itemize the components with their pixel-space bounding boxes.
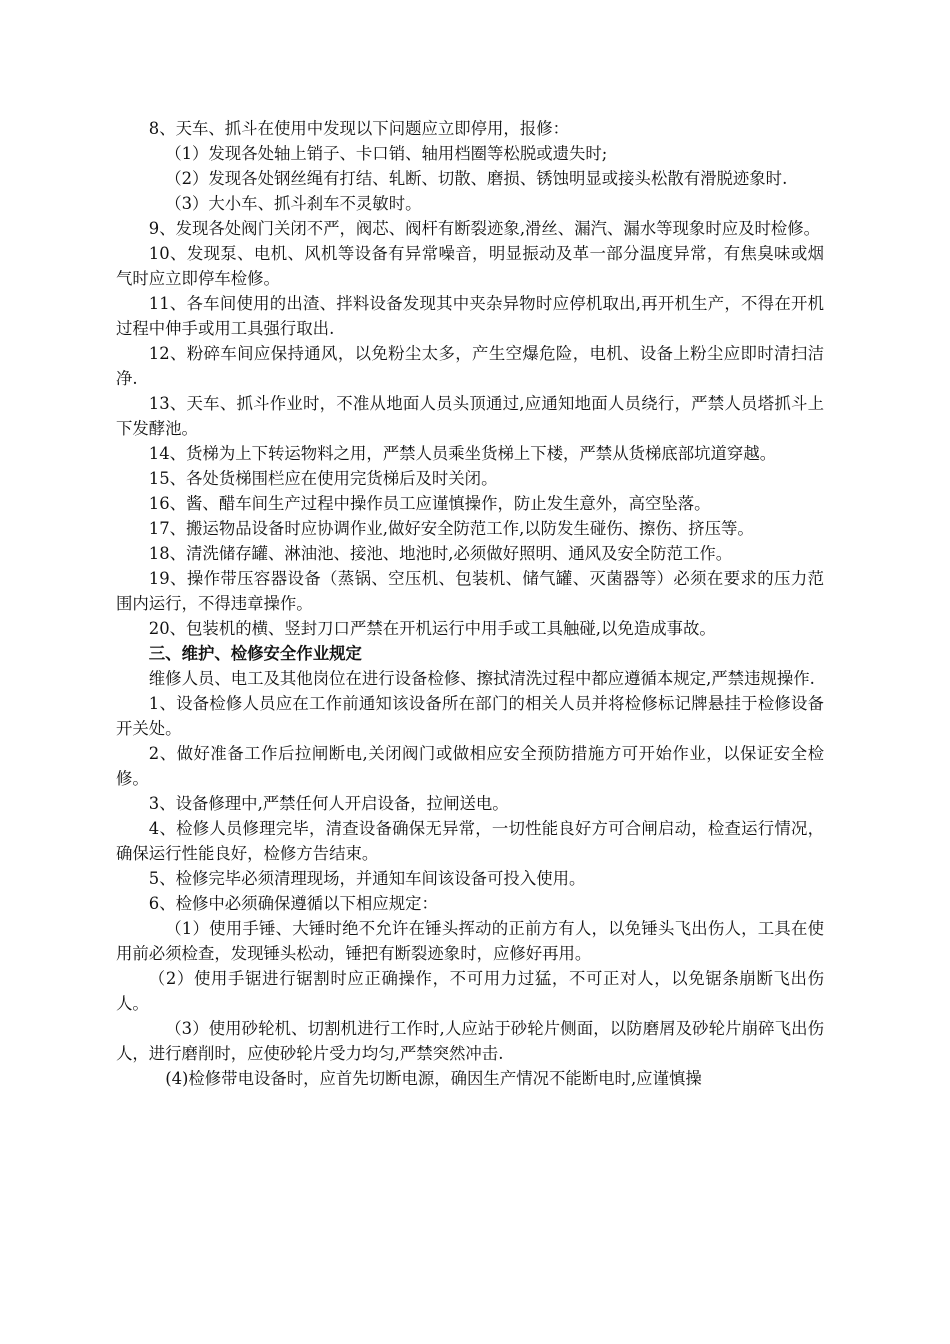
section-3-rule-6-item-4: (4)检修带电设备时，应首先切断电源，确因生产情况不能断电时,应谨慎操 xyxy=(165,1069,702,1088)
paragraph-19: 19、操作带压容器设备（蒸锅、空压机、包装机、储气罐、灭菌器等）必须在要求的压力范围内运行，不得违章操作。 xyxy=(116,569,824,613)
paragraph-8-item-3: （3）大小车、抓斗刹车不灵敏时。 xyxy=(165,194,422,213)
paragraph-8-item-2: （2）发现各处钢丝绳有打结、轧断、切散、磨损、锈蚀明显或接头松散有滑脱迹象时. xyxy=(165,169,788,188)
section-3-rule-5: 5、检修完毕必须清理现场，并通知车间该设备可投入使用。 xyxy=(148,869,586,888)
paragraph-20: 20、包装机的横、竖封刀口严禁在开机运行中用手或工具触碰,以免造成事故。 xyxy=(148,619,716,638)
paragraph-13: 13、天车、抓斗作业时，不准从地面人员头顶通过,应通知地面人员绕行，严禁人员塔抓斗上下发酵池。 xyxy=(116,394,824,438)
paragraph-17: 17、搬运物品设备时应协调作业,做好安全防范工作,以防发生碰伤、擦伤、挤压等。 xyxy=(148,519,754,538)
paragraph-10: 10、发现泵、电机、风机等设备有异常噪音，明显振动及革一部分温度异常，有焦臭味或烟气时应立即停车检修。 xyxy=(116,244,824,288)
section-3-rule-6-item-2: （2）使用手锯进行锯割时应正确操作，不可用力过猛，不可正对人，以免锯条崩断飞出伤人。 xyxy=(116,969,824,1013)
paragraph-9: 9、发现各处阀门关闭不严，阀芯、阀杆有断裂迹象,滑丝、漏汽、漏水等现象时应及时检修。 xyxy=(148,219,821,238)
section-3-rule-6-item-1: （1）使用手锤、大锤时绝不允许在锤头挥动的正前方有人，以免锤头飞出伤人，工具在使用前必须检查，发现锤头松动，锤把有断裂迹象时，应修好再用。 xyxy=(116,919,824,963)
paragraph-18: 18、清洗储存罐、淋油池、接池、地池时,必须做好照明、通风及安全防范工作。 xyxy=(148,544,733,563)
section-3-rule-2: 2、做好准备工作后拉闸断电,关闭阀门或做相应安全预防措施方可开始作业，以保证安全检修。 xyxy=(116,744,824,788)
paragraph-16: 16、酱、醋车间生产过程中操作员工应谨慎操作，防止发生意外，高空坠落。 xyxy=(148,494,711,513)
section-3-rule-6: 6、检修中必须确保遵循以下相应规定： xyxy=(148,894,438,913)
paragraph-15: 15、各处货梯围栏应在使用完货梯后及时关闭。 xyxy=(148,469,498,488)
paragraph-8-item-1: （1）发现各处轴上销子、卡口销、轴用档圈等松脱或遗失时; xyxy=(165,144,608,163)
section-3-rule-3: 3、设备修理中,严禁任何人开启设备，拉闸送电。 xyxy=(148,794,509,813)
paragraph-12: 12、粉碎车间应保持通风，以免粉尘太多，产生空爆危险，电机、设备上粉尘应即时清扫洁净. xyxy=(116,344,824,388)
paragraph-8: 8、天车、抓斗在使用中发现以下问题应立即停用，报修： xyxy=(148,119,569,138)
document-page xyxy=(116,116,824,1091)
section-heading-3: 三、维护、检修安全作业规定 xyxy=(148,644,362,663)
section-3-rule-4: 4、检修人员修理完毕，清查设备确保无异常，一切性能良好方可合闸启动，检查运行情况，确保运行性能良好，检修方告结束。 xyxy=(116,819,824,863)
paragraph-11: 11、各车间使用的出渣、拌料设备发现其中夹杂异物时应停机取出,再开机生产，不得在开机过程中伸手或用工具强行取出. xyxy=(116,294,824,338)
paragraph-14: 14、货梯为上下转运物料之用，严禁人员乘坐货梯上下楼，严禁从货梯底部坑道穿越。 xyxy=(148,444,777,463)
section-3-rule-1: 1、设备检修人员应在工作前通知该设备所在部门的相关人员并将检修标记牌悬挂于检修设备开关处。 xyxy=(116,694,824,738)
section-3-rule-6-item-3: （3）使用砂轮机、切割机进行工作时,人应站于砂轮片侧面，以防磨屑及砂轮片崩碎飞出伤人，进行磨削时，应使砂轮片受力均匀,严禁突然冲击. xyxy=(116,1019,824,1063)
section-3-intro: 维修人员、电工及其他岗位在进行设备检修、擦拭清洗过程中都应遵循本规定,严禁违规操作. xyxy=(148,669,815,688)
